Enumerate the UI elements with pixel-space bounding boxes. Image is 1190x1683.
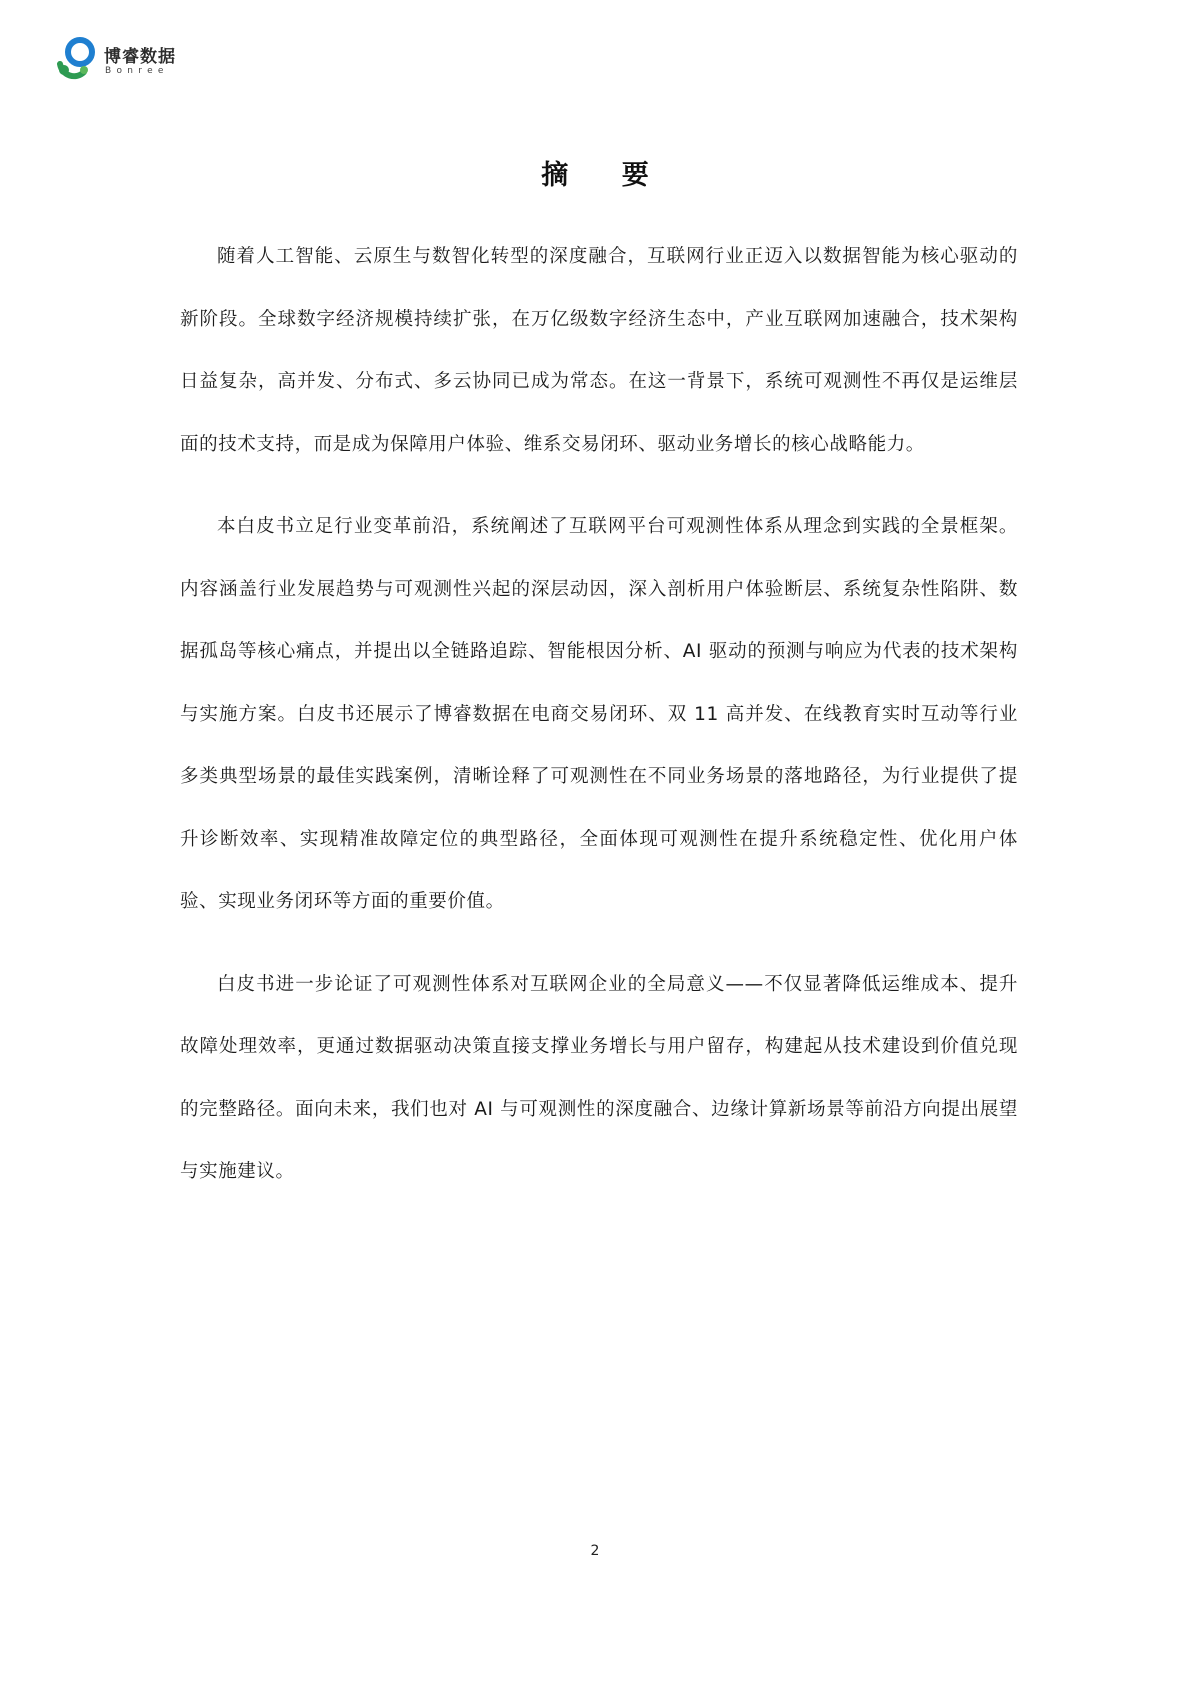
logo-text-cn: 博睿数据 [104,47,176,67]
logo-text-en: Bonree [105,66,169,76]
abstract-body [180,226,1018,1224]
paragraph-2: 本白皮书立足行业变革前沿，系统阐述了互联网平台可观测性体系从理念到实践的全景框架。内容涵盖行业发展趋势与可观测性兴起的深层动因，深入剖析用户体验断层、系统复杂性陷阱、数据孤岛等核心痛点，并提出以全链路追踪、智能根因分析、AI 驱动的预测与响应为代表的技术架构与实施方案。白皮书还展示了博睿数据在电商交易闭环、双 11 高并发、在线教育实时互动等行业多类典型场景的最佳实践案例，清晰诠释了可观测性在不同业务场景的落地路径，为行业提供了提升诊断效率、实现精准故障定位的典型路径，全面体现可观测性在提升系统稳定性、优化用户体验、实现业务闭环等方面的重要价值。 [180,516,1018,912]
paragraph-1: 随着人工智能、云原生与数智化转型的深度融合，互联网行业正迈入以数据智能为核心驱动的新阶段。全球数字经济规模持续扩张，在万亿级数字经济生态中，产业互联网加速融合，技术架构日益复杂，高并发、分布式、多云协同已成为常态。在这一背景下，系统可观测性不再仅是运维层面的技术支持，而是成为保障用户体验、维系交易闭环、驱动业务增长的核心战略能力。 [180,246,1018,455]
page-number: 2 [590,1543,600,1559]
brand-logo [54,34,204,82]
paragraph-3: 白皮书进一步论证了可观测性体系对互联网企业的全局意义——不仅显著降低运维成本、提升故障处理效率，更通过数据驱动决策直接支撑业务增长与用户留存，构建起从技术建设到价值兑现的完整路径。面向未来，我们也对 AI 与可观测性的深度融合、边缘计算新场景等前沿方向提出展望与实施建议。 [180,973,1018,1182]
page-title: 摘 要 [541,160,671,191]
bonree-logo-icon [54,34,102,82]
